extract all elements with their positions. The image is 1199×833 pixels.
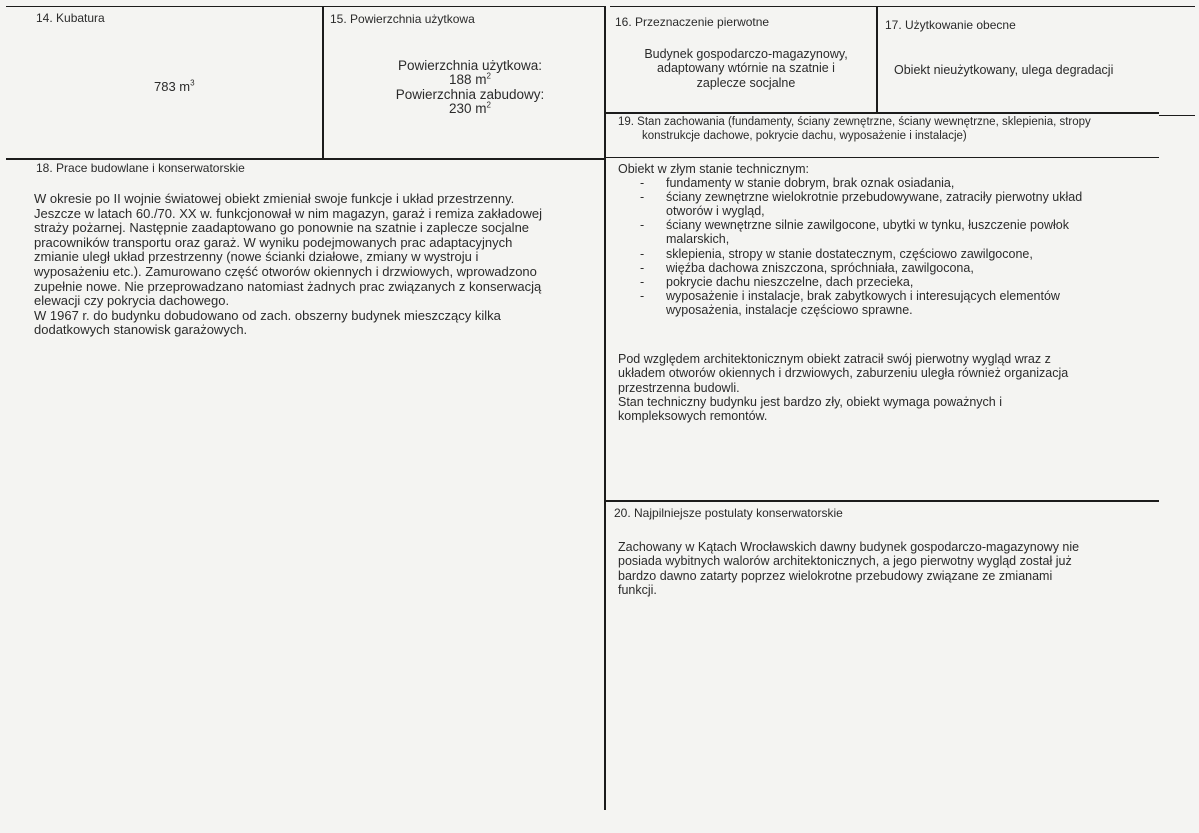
works-line: Jeszcze w latach 60./70. XX w. funkcjonował w nim magazyn, garaż i remiza zakładowej — [34, 205, 542, 221]
postulates-line: Zachowany w Kątach Wrocławskich dawny budynek gospodarczo-magazynowy nie — [618, 540, 1080, 554]
condition-summary-line: układem otworów okiennych i drzwiowych, zaburzeniu uległa również organizacja — [618, 366, 1069, 381]
works-line: zupełnie nowe. Nie przeprowadzano natomiast żadnych prac związanych z konserwacją — [34, 278, 542, 294]
postulates-line: posiada wybitnych walorów architektonicznych, a jego pierwotny wygląd został już — [618, 554, 1072, 569]
works-line: zmianie uległ układ przestrzenny (nowe ścianki działowe, zmiany w wystroju i — [34, 249, 479, 265]
built-area-label: Powierzchnia zabudowy: — [395, 86, 545, 102]
rule-above-18 — [6, 158, 606, 160]
condition-summary-line: Pod względem architektonicznym obiekt zatracił swój pierwotny wygląd wraz z — [618, 352, 1051, 366]
works-line: elewacji czy pokrycia dachowego. — [34, 293, 230, 309]
current-use-text: Obiekt nieużytkowany, ulega degradacji — [894, 63, 1114, 77]
rule-under-19-heading — [606, 157, 1159, 158]
original-purpose-line: Budynek gospodarczo-magazynowy, — [644, 47, 848, 61]
built-area-value: 230 $m^2$ — [449, 100, 491, 117]
condition-text — [618, 162, 1154, 317]
works-line: pracowników transportu oraz garaż. W wyniku podejmowanych prac adaptacyjnych — [34, 234, 513, 250]
rule-above-19 — [606, 112, 1159, 114]
condition-item-roof-structure: - więźba dachowa zniszczona, spróchniała, zawilgocona, — [618, 261, 1154, 275]
top-border-left — [6, 6, 606, 7]
usable-area-value: 188 $m^2$ — [449, 71, 491, 88]
postulates-line: funkcji. — [618, 582, 657, 597]
condition-item-exterior-walls: - ściany zewnętrzne wielokrotnie przebudowywane, zatraciły pierwotny układ otworów i wygląd, — [618, 190, 1154, 218]
condition-list — [618, 176, 1154, 317]
condition-intro: Obiekt w złym stanie technicznym: — [618, 162, 810, 176]
current-use-heading: 17. Użytkowanie obecne — [885, 18, 1016, 32]
area-heading: 15. Powierzchnia użytkowa — [330, 12, 475, 26]
rule-above-20 — [606, 500, 1159, 502]
condition-item-vaults: - sklepienia, stropy w stanie dostatecznym, częściowo zawilgocone, — [618, 247, 1154, 261]
postulates-text — [618, 540, 1154, 597]
condition-summary-line: Stan techniczny budynku jest bardzo zły, obiekt wymaga poważnych i — [618, 394, 1002, 409]
works-line: straży pożarnej. Następnie zaadaptowano go ponownie na szatnie i zaplecze socjalne — [34, 220, 530, 236]
kubatura-value — [154, 79, 195, 94]
condition-heading-line-1: 19. Stan zachowania (fundamenty, ściany zewnętrzne, ściany wewnętrzne, sklepienia, stropy — [618, 116, 1091, 128]
original-purpose-heading: 16. Przeznaczenie pierwotne — [615, 15, 770, 29]
works-line: W 1967 r. do budynku dobudowano od zach. obszerny budynek mieszczący kilka — [34, 307, 501, 323]
original-purpose-line: zaplecze socjalne — [696, 75, 796, 90]
kubatura-heading: 14. Kubatura — [36, 11, 105, 25]
area-values — [360, 59, 580, 117]
postulates-heading: 20. Najpilniejsze postulaty konserwatorskie — [614, 506, 843, 520]
condition-summary-line: kompleksowych remontów. — [618, 409, 768, 424]
postulates-line: bardzo dawno zatarty poprzez wielokrotne przebudowy związane ze zmianami — [618, 568, 1053, 583]
works-line: dodatkowych stanowisk garażowych. — [34, 322, 248, 338]
divider-left-right — [604, 7, 606, 810]
divider-14-15 — [322, 7, 324, 159]
condition-summary-line: przestrzenna budowli. — [618, 380, 740, 395]
condition-item-roof-covering: - pokrycie dachu nieszczelne, dach przecieka, — [618, 275, 1154, 289]
original-purpose-line: adaptowany wtórnie na szatnie i — [657, 61, 835, 76]
condition-item-interior-walls: - ściany wewnętrzne silnie zawilgocone, ubytki w tynku, łuszczenie powłok malarskich, — [618, 218, 1154, 246]
condition-heading — [618, 116, 1091, 143]
works-line: wyposażeniu etc.). Zamurowano część otworów okiennych i drzwiowych, wprowadzono — [34, 263, 537, 279]
works-text — [34, 192, 599, 338]
top-border-right — [610, 6, 1195, 7]
condition-heading-line-2: konstrukcje dachowe, pokrycie dachu, wyposażenie i instalacje) — [642, 129, 967, 142]
rule-above-19-thin — [1159, 115, 1195, 116]
kubatura-unit-exponent: 3 — [190, 78, 195, 88]
works-heading: 18. Prace budowlane i konserwatorskie — [36, 161, 245, 175]
condition-item-fittings: - wyposażenie i instalacje, brak zabytkowych i interesujących elementów wyposażenia, instalacje częściowo sprawne. — [618, 289, 1154, 317]
works-line: W okresie po II wojnie światowej obiekt zmieniał swoje funkcje i układ przestrzenny. — [34, 191, 515, 206]
usable-area-label: Powierzchnia użytkowa: — [397, 58, 543, 73]
condition-item-foundations: - fundamenty w stanie dobrym, brak oznak osiadania, — [618, 176, 1154, 190]
condition-summary — [618, 352, 1154, 423]
kubatura-number: 783 m — [154, 79, 191, 94]
original-purpose-text — [614, 47, 878, 90]
